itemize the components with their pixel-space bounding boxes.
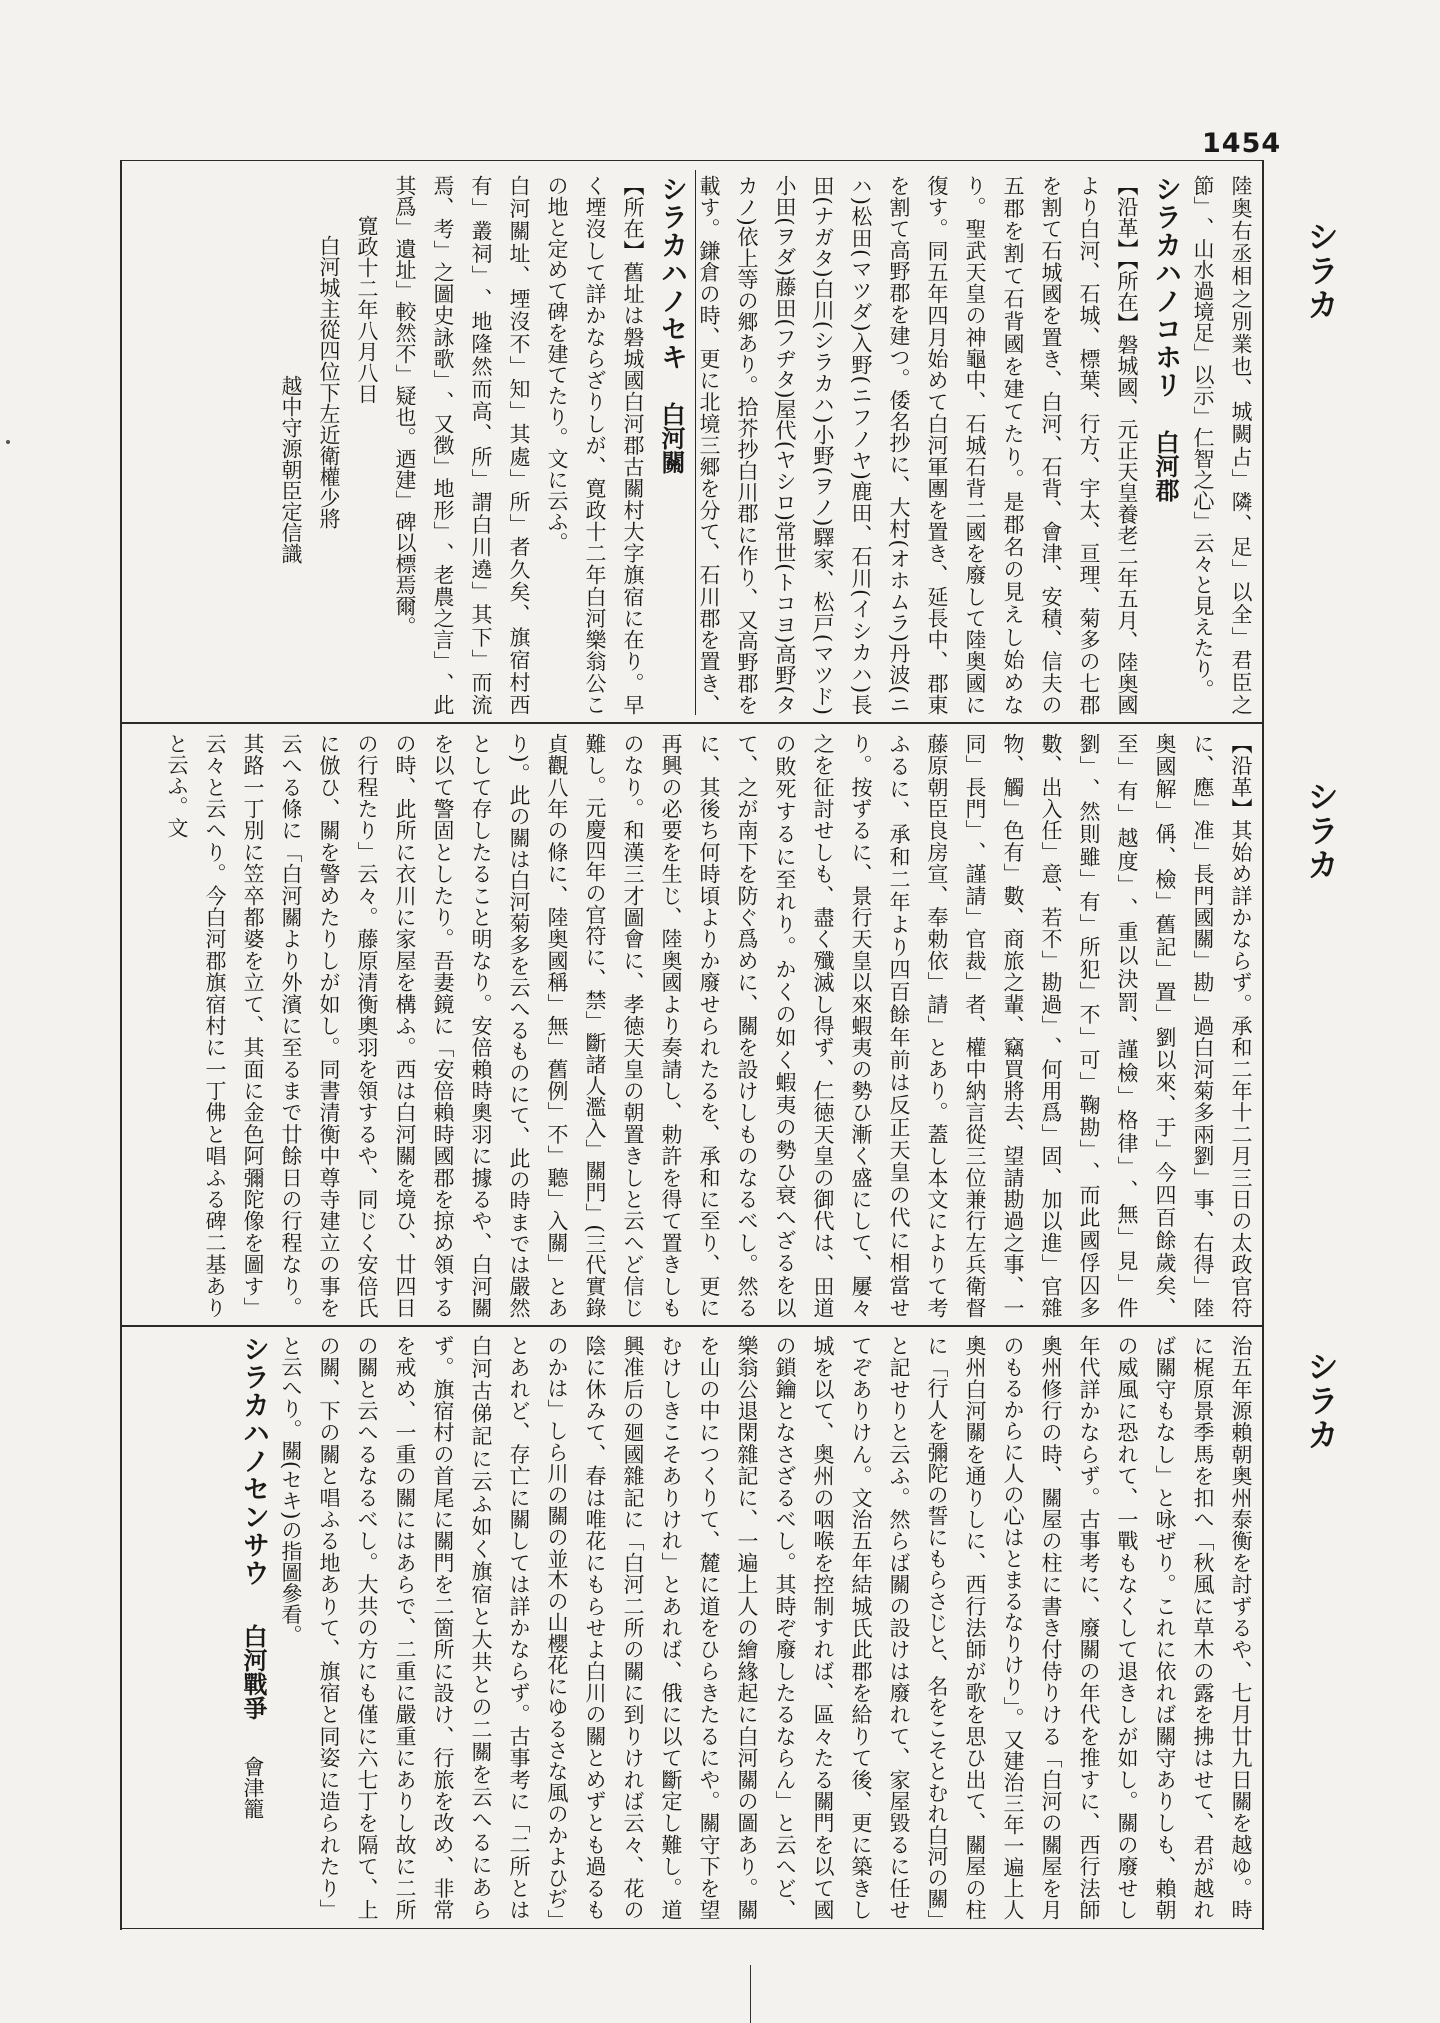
margin-headword-middle: シラカ: [1302, 780, 1340, 882]
top-continued-text: 陸奥右丞相之別業也、城闕占﹂隣、足﹂以全﹂君臣之節﹂、山水過境足﹂以示﹂仁智之心﹂云々と見えたり。: [1191, 175, 1253, 715]
entry-body-shirakawa-seki: 【所在】舊址は磐城國白河郡古關村大字旗宿に在り。早く堙沒して詳かならざりしが、寛政十二年白河樂翁公この地と定めて碑を建てたり。文に云ふ。: [545, 175, 645, 715]
top-section-left: [125, 175, 690, 715]
entry-body-shirakawa-gun: 【沿革】【所在】磐城國、元正天皇養老二年五月、陸奥國より白河、石城、標葉、行方、宇太、亘理、菊多の七郡を割て石城國を置き、白河、石背、會津、安積、信夫の五郡を割て石背國を建てたり。是郡名の見えし始めなり。聖武天皇の神龜中、石城石背二國を廢して陸奥國に復す。同五年四月始めて白河軍團を置き、延長中、郡東を割て高野郡を建つ。倭名抄に、大村(オホムラ)丹波(ニハ)松田(マツダ)入野(ニフノヤ)鹿田、石川(イシカハ)長田(ナガタ)白川(シラカハ)小野(ヲノ)驛家、松戸(マツド)小田(ヲダ)藤田(フヂタ)屋代(ヤシロ)常世(トコヨ)高野(タカノ)依上等の郷あり。拾芥抄白川郡に作り、又高野郡を載す。鎌倉の時、更に北境三郷を分て、石川郡を置き、: [697, 175, 1139, 715]
page-number: 1454: [1202, 128, 1282, 159]
inscription-date: 寛政十二年八月八日: [355, 215, 379, 404]
entry-subheading-aizu: 會津籠: [241, 1756, 265, 1820]
entry-body-seki-history: 【沿革】其始め詳かならず。承和二年十二月三日の太政官符に、應﹂准﹂長門國關﹂勘﹂過白河菊多兩劉﹂事、右得﹂陸奥國解﹂偁、檢﹂舊記﹂置﹂劉以來、于﹂今四百餘歲矣、至﹂有﹂越度﹂、重以決罰、謹檢﹂格律﹂、無﹂見﹂件劉﹂、然則雖﹂有﹂所犯﹂不﹂可﹂鞠勘﹂、而此國俘囚多數、出入任﹂意、若不﹂勘過﹂、何用爲﹂固、加以進﹂官雜物、觸﹂色有﹂數、商旅之輩、竊買將去、望請勘過之事、一同﹂長門﹂、謹請﹂官裁﹂者、權中納言從三位兼行左兵衛督藤原朝臣良房宣、奉勅依﹂請﹂とあり。蓋し本文によりて考ふるに、承和二年より四百餘年前は反正天皇の代に相當せり。按ずるに、景行天皇以來蝦夷の勢ひ漸く盛にして、屢々之を征討せしも、盡く殲滅し得ず、仁徳天皇の御代は、田道の敗死するに至れり。かくの如く蝦夷の勢ひ衰へざるを以て、之が南下を防ぐ爲めに、關を設けしものなるべし。然るに、其後ち何時頃よりか廢せられたるを、承和に至り、更に再興の必要を生じ、陸奥國より奏請し、勅許を得て置きしものなり。和漢三才圖會に、孝徳天皇の朝置きしと云へど信じ難し。元慶四年の官符に、禁﹂斷諸人濫入﹂關門﹂(三代實錄貞觀八年の條に、陸奥國稱﹂無﹂舊例﹂不﹂聽﹂入關﹂とあり)。此の關は白河菊多を云へるものにて、此の時までは嚴然として存したること明なり。安倍賴時奧羽に據るや、白河關を以て警固としたり。吾妻鏡に「安倍賴時國郡を掠め領するの時、此所に衣川に家屋を構ふ。西は白河關を境ひ、廿四日の行程たり」云々。藤原清衡奧羽を領するや、同じく安倍氏に倣ひ、關を警めたりしが如し。同書清衡中尊寺建立の事を云へる條に「白河關より外濱に至るまで廿餘日の行程なり。其路一丁別に笠卒都婆を立て、其面に金色阿彌陀像を圖す」云々と云へり。今白河郡旗宿村に一丁佛と唱ふる碑二基ありと云ふ。文: [165, 733, 1253, 1318]
inscription-signature-name: 越中守源朝臣定信識: [279, 375, 303, 564]
entry-heading-shirakawa-no-kohori: シラカハノコホリ: [1150, 175, 1181, 399]
bottom-section: [125, 1335, 1260, 1920]
frame-bottom-rule: [120, 1928, 1264, 1929]
middle-section: [125, 733, 1260, 1318]
entry-body-seki-continued: 治五年源賴朝奥州泰衡を討ずるや、七月廿九日關を越ゆ。時に梶原景季馬を扣へ「秋風に草木の露を拂はせて、君が越れば關守もなし」と咏ぜり。これに依れば關守ありしも、賴朝の威風に恐れて、一戰もなくして退きしが如し。關の廢せし年代詳かならず。古事考に、廢關の年代を推すに、西行法師奧州修行の時、關屋の柱に書き付侍りける「白河の關屋を月のもるからに人の心はとまるなりけり」。又建治三年一遍上人奧州白河關を通りしに、西行法師が歌を思ひ出て、關屋の柱に「行人を彌陀の誓にもらさじと、名をこそとむれ白河の關」と記せりと云ふ。然らば關の設けは廢れて、家屋毀るに任せてぞありけん。文治五年結城氏此郡を給りて後、更に築きし城を以て、奥州の咽喉を控制すれば、區々たる關門を以て國の鎖鑰となさざるべし。其時ぞ廢したるならん」と云へど、樂翁公退閑雜記に、一遍上人の繪緣起に白河關の圖あり。關を山の中につくりて、麓に道をひらきたるにや。關守下を望むけしきこそありけれ」とあれば、俄に以て斷定し難し。道興准后の廻國雜記に「白河二所の關に到りければ云々、花の陰に休みて、春は唯花にもらせよ白川の關とめずとも過るものかは」しら川の關の並木の山櫻花にゆるさな風のかよひぢ」とあれど、存亡に關しては詳かならず。古事考に「二所とは白河古俤記に云ふ如く旗宿と大共との二關を云へるにあらず。旗宿村の首尾に關門を二箇所に設け、行旅を改め、非常を戒め、一重の關にはあらで、二重に嚴重にありし故に二所の關と云へるなるべし。大共の方にも僅に六七丁を隔て、上の關、下の關と唱ふる地ありて、旗宿と同姿に造られたり」と云へり。關(セキ)の指圖參看。: [279, 1335, 1253, 1920]
frame-top-rule: [120, 160, 1264, 161]
entry-subheading-shirakawa-seki: 白河關: [657, 401, 686, 474]
frame-left-rule: [120, 160, 122, 1930]
binding-crease: [750, 1965, 751, 2023]
margin-headword-top: シラカ: [1302, 220, 1340, 322]
entry-heading-line: [1146, 175, 1184, 715]
entry-heading-shirakawa-no-seki: シラカハノセキ: [656, 175, 687, 371]
margin-headword-bottom: シラカ: [1302, 1350, 1340, 1452]
margin-mark: [6, 440, 10, 444]
entry-subheading-shirakawa-sensou: 白河戰爭: [239, 1623, 268, 1720]
entry-subheading-shirakawa-gun: 白河郡: [1151, 429, 1180, 502]
inscription-signature-title: 白河城主從四位下左近衛權少將: [317, 235, 341, 529]
top-section-right: [695, 175, 1260, 715]
entry-heading-line: [652, 175, 690, 715]
frame-right-rule: [1262, 160, 1264, 1930]
monument-inscription: 白河關址、堙沒不﹂知﹂其處﹂所﹂者久矣、旗宿村西有﹂叢祠﹂、地隆然而高、所﹂謂白川遶﹂其下﹂而流焉、考﹂之圖史詠歌﹂、又徴﹂地形﹂、老農之言﹂、此其爲﹂遺址﹂較然不﹂疑也。迺建﹂碑以標焉爾。: [393, 175, 531, 715]
section-divider-2: [120, 1325, 1264, 1327]
section-divider-1: [120, 722, 1264, 724]
entry-heading-line: [234, 1335, 272, 1920]
entry-heading-shirakawa-no-sensou: シラカハノセンサウ: [238, 1335, 269, 1587]
